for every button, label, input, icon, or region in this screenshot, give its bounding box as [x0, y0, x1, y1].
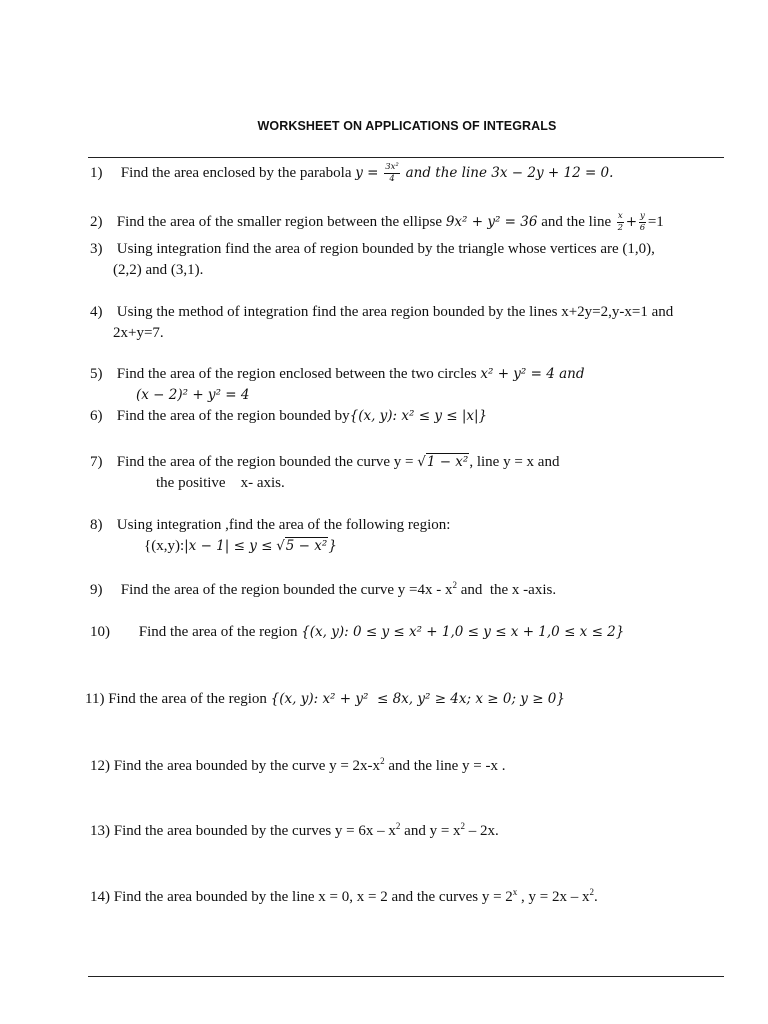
question-text-line2: the positive x- axis.: [156, 475, 285, 491]
equation: y =: [355, 165, 379, 181]
fraction-x: [617, 212, 624, 233]
exponent: 2: [589, 887, 595, 897]
question-text-tail: , line y = x and: [469, 454, 560, 470]
question-5: [90, 364, 585, 406]
question-number: 10): [90, 624, 110, 640]
question-text: Find the area bounded by the curves y = 6x – x: [113, 823, 396, 839]
question-text: Find the area of the smaller region between the ellipse: [116, 214, 443, 230]
question-text: Find the area of the region bounded the curve y =: [116, 454, 414, 470]
fraction-numerator: x: [617, 211, 623, 222]
question-4: [90, 302, 673, 344]
bottom-rule: [88, 976, 724, 977]
question-number: 4): [90, 304, 103, 320]
question-number: 3): [90, 241, 103, 257]
exponent: 2: [380, 756, 385, 766]
question-number: 11): [85, 691, 105, 707]
page-title: WORKSHEET ON APPLICATIONS OF INTEGRALS: [257, 119, 557, 133]
question-text: Find the area enclosed by the parabola: [120, 165, 352, 181]
circle-equation-1: x² + y² = 4 and: [480, 366, 585, 382]
question-number: 8): [90, 517, 103, 533]
question-number: 6): [90, 408, 103, 424]
region-set-open: {(x,y):: [144, 538, 185, 554]
question-text: Find the area of the region enclosed between the two circles: [116, 366, 477, 382]
plus-sign: +: [625, 214, 638, 230]
fraction-numerator: y: [640, 211, 645, 222]
question-text-2: and the line: [541, 214, 612, 230]
question-13: [90, 821, 499, 842]
question-text-tail: – 2x.: [465, 823, 499, 839]
region-set: {(x, y): x² ≤ y ≤ |x|}: [349, 408, 488, 424]
question-text-tail: and the x -axis.: [456, 582, 557, 598]
fraction: [384, 163, 400, 184]
radicand: 1 − x²: [426, 454, 469, 470]
question-number: 9): [90, 582, 103, 598]
question-text-line2: 2x+y=7.: [113, 325, 164, 341]
radicand: 5 − x²: [285, 538, 328, 554]
question-text-mid: and y = x: [400, 823, 461, 839]
region-set: {(x, y): x² + y² ≤ 8x, y² ≥ 4x; x ≥ 0; y ≥ 0}: [270, 691, 565, 707]
question-11: [85, 689, 565, 710]
question-text-tail: .: [594, 889, 598, 905]
region-inequality: |x − 1| ≤ y ≤: [184, 538, 273, 554]
exponent: 2: [460, 821, 466, 831]
fraction-denominator: 6: [639, 223, 646, 234]
region-set: {(x, y): 0 ≤ y ≤ x² + 1,0 ≤ y ≤ x + 1,0 ≤ x ≤ 2}: [301, 624, 625, 640]
circle-equation-2: (x − 2)² + y² = 4: [136, 387, 250, 403]
question-text-mid: , y = 2x – x: [517, 889, 590, 905]
question-12: [90, 756, 506, 777]
question-text: Find the area of the region: [108, 691, 267, 707]
equation-tail: and the line 3x − 2y + 12 = 0.: [405, 165, 614, 181]
question-number: 7): [90, 454, 103, 470]
question-2: [90, 212, 664, 233]
question-text: Find the area of the region bounded the curve y =4x - x: [120, 582, 453, 598]
question-10: [90, 622, 624, 643]
sqrt-icon: √: [276, 538, 285, 554]
fraction-numerator: 3x²: [385, 162, 399, 173]
question-number: 1): [90, 165, 103, 181]
question-text: Find the area of the region: [138, 624, 298, 640]
question-text: Using integration ,find the area of the following region:: [116, 517, 451, 533]
fraction-denominator: 4: [389, 174, 395, 185]
question-3: [90, 239, 655, 281]
question-text: Find the area bounded by the line x = 0, x = 2 and the curves y = 2: [113, 889, 513, 905]
sqrt-icon: √: [417, 454, 426, 470]
question-6: [90, 406, 487, 427]
top-rule: [88, 157, 724, 158]
question-text: Find the area of the region bounded by: [116, 408, 350, 424]
question-number: 14): [90, 889, 110, 905]
question-8: [90, 515, 450, 557]
fraction-denominator: 2: [617, 223, 624, 234]
question-number: 5): [90, 366, 103, 382]
exponent: x: [512, 887, 518, 897]
question-text: Using the method of integration find the area region bounded by the lines x+2y=2,y-x=1 and: [116, 304, 674, 320]
fraction-y: [639, 212, 646, 233]
question-text: Find the area bounded by the curve y = 2x-x: [113, 758, 381, 774]
question-14: [90, 887, 598, 908]
question-number: 13): [90, 823, 110, 839]
exponent: 2: [452, 580, 457, 590]
exponent: 2: [395, 821, 401, 831]
question-9: [90, 580, 556, 601]
question-number: 12): [90, 758, 110, 774]
region-set-close: }: [328, 538, 337, 554]
question-7: [90, 452, 559, 494]
rhs: =1: [647, 214, 664, 230]
question-text-line2: (2,2) and (3,1).: [113, 262, 204, 278]
question-number: 2): [90, 214, 103, 230]
ellipse-equation: 9x² + y² = 36: [445, 214, 538, 230]
question-1: [90, 163, 613, 184]
question-text: Using integration find the area of region bounded by the triangle whose vertices are (1,0),: [116, 241, 655, 257]
question-text-tail: and the line y = -x .: [384, 758, 506, 774]
